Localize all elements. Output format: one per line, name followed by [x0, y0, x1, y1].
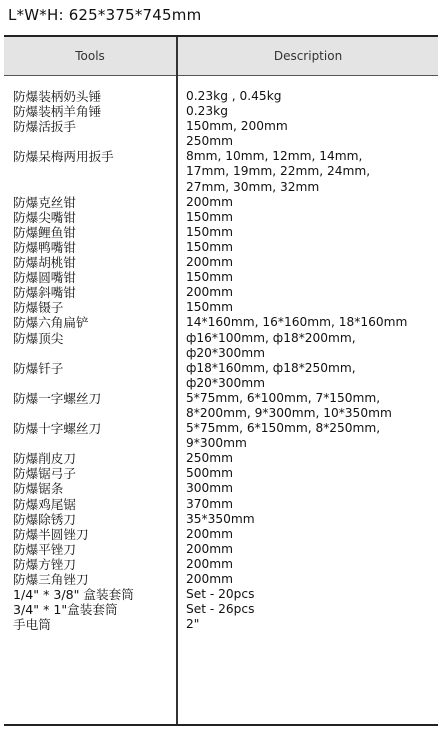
tool-name: 防爆镊子: [13, 300, 64, 316]
table-row: [4, 512, 438, 527]
tool-description: [176, 225, 233, 240]
tools-table: [4, 35, 438, 726]
tool-name: 防爆十字螺丝刀: [13, 421, 102, 437]
header-tools: Tools: [75, 49, 105, 63]
table-row: [4, 587, 438, 602]
tool-name: 防爆三角锉刀: [13, 572, 89, 587]
description-line: 150mm: [186, 239, 234, 254]
description-line: 27mm, 30mm, 32mm: [186, 179, 320, 194]
tool-name: 防爆锯弓子: [13, 466, 76, 482]
table-row: [4, 315, 438, 330]
table-row: [4, 225, 438, 240]
tool-name: 防爆装柄奶头锤: [13, 89, 102, 104]
tool-description: [176, 497, 233, 512]
table-row: [4, 557, 438, 572]
tool-name: 防爆克丝钳: [13, 194, 76, 210]
tool-name: 防爆半圆锉刀: [13, 526, 89, 542]
tool-description: [176, 557, 233, 572]
description-line: 370mm: [186, 496, 234, 511]
table-row: [4, 361, 438, 391]
tool-description: [176, 542, 233, 557]
table-row: [4, 149, 438, 194]
tool-description: [176, 210, 233, 225]
dimensions-label: L*W*H: 625*375*745mm: [8, 6, 202, 24]
description-line: 150mm: [186, 224, 234, 239]
tool-description: [176, 104, 228, 119]
table-row: [4, 542, 438, 557]
tool-name: 防爆顶尖: [13, 330, 64, 346]
tool-description: [176, 195, 233, 210]
table-row: [4, 270, 438, 285]
description-line: 150mm: [186, 300, 234, 315]
description-line: 5*75mm, 6*100mm, 7*150mm,: [186, 390, 381, 405]
table-row: [4, 285, 438, 300]
tool-description: [176, 361, 356, 391]
tool-name: 防爆鲤鱼钳: [13, 224, 76, 240]
tool-description: [176, 481, 233, 496]
tool-description: [176, 617, 199, 632]
description-line: Set - 20pcs: [186, 587, 255, 602]
tool-description: [176, 391, 392, 421]
table-row: [4, 617, 438, 632]
description-line: 200mm: [186, 255, 234, 270]
tool-name: 防爆鸡尾锯: [13, 496, 76, 512]
description-line: 300mm: [186, 481, 234, 496]
table-row: [4, 481, 438, 496]
description-line: ф18*160mm, ф18*250mm,: [186, 360, 356, 375]
description-line: 0.23kg: [186, 104, 228, 119]
description-line: 200mm: [186, 556, 234, 571]
description-line: ф20*300mm: [186, 375, 266, 390]
tool-name: 防爆六角扁铲: [13, 315, 89, 331]
description-line: 17mm, 19mm, 22mm, 24mm,: [186, 164, 371, 179]
description-line: ф16*100mm, ф18*200mm,: [186, 330, 356, 345]
description-line: 250mm: [186, 451, 234, 466]
tool-name: 防爆一字螺丝刀: [13, 390, 102, 406]
table-row: [4, 572, 438, 587]
tool-description: [176, 451, 233, 466]
tool-description: [176, 421, 380, 451]
tool-description: [176, 466, 233, 481]
description-line: 200mm: [186, 541, 234, 556]
tool-name: 防爆方锉刀: [13, 556, 76, 572]
description-line: 500mm: [186, 466, 234, 481]
tool-description: [176, 255, 233, 270]
table-row: [4, 300, 438, 315]
tool-description: [176, 315, 407, 330]
tool-description: [176, 572, 233, 587]
tool-description: [176, 587, 254, 602]
tool-name: 防爆圆嘴钳: [13, 270, 76, 286]
tool-description: [176, 602, 254, 617]
description-line: 35*350mm: [186, 511, 255, 526]
tool-name: 3/4" * 1"盒装套筒: [13, 602, 118, 618]
tool-name: 防爆斜嘴钳: [13, 285, 76, 301]
tool-name: 防爆除锈刀: [13, 511, 76, 527]
tool-name: 1/4" * 3/8" 盒装套筒: [13, 587, 134, 603]
description-line: 200mm: [186, 194, 234, 209]
tool-name: 防爆装柄羊角锤: [13, 104, 102, 120]
tool-name: 防爆平锉刀: [13, 541, 76, 557]
table-row: [4, 210, 438, 225]
description-line: ф20*300mm: [186, 345, 266, 360]
table-row: [4, 119, 438, 149]
table-row: [4, 391, 438, 421]
tool-description: [176, 149, 370, 194]
description-line: 200mm: [186, 572, 234, 586]
table-row: [4, 602, 438, 617]
description-line: 0.23kg , 0.45kg: [186, 89, 282, 103]
tool-description: [176, 89, 281, 104]
tool-name: 防爆鸭嘴钳: [13, 239, 76, 255]
tool-description: [176, 331, 356, 361]
description-line: 200mm: [186, 285, 234, 300]
description-line: 8mm, 10mm, 12mm, 14mm,: [186, 149, 363, 164]
tool-name: 防爆胡桃钳: [13, 255, 76, 271]
table-bottom-rule: [4, 724, 438, 726]
table-row: [4, 104, 438, 119]
table-row: [4, 195, 438, 210]
tool-description: [176, 119, 288, 149]
tool-name: 防爆钎子: [13, 360, 64, 376]
description-line: 150mm, 200mm: [186, 119, 288, 134]
table-row: [4, 255, 438, 270]
description-line: 250mm: [186, 134, 234, 149]
description-line: 5*75mm, 6*150mm, 8*250mm,: [186, 421, 381, 436]
tool-description: [176, 300, 233, 315]
header-description: Description: [273, 49, 343, 63]
tool-name: 防爆尖嘴钳: [13, 209, 76, 225]
description-line: 8*200mm, 9*300mm, 10*350mm: [186, 405, 392, 420]
table-row: [4, 466, 438, 481]
tool-name: 手电筒: [13, 617, 51, 633]
table-header: [4, 37, 438, 76]
table-row: [4, 331, 438, 361]
tool-description: [176, 527, 233, 542]
description-line: 150mm: [186, 209, 234, 224]
description-line: 2": [186, 617, 200, 632]
table-body: [4, 89, 438, 632]
description-line: 9*300mm: [186, 436, 247, 451]
description-line: 14*160mm, 16*160mm, 18*160mm: [186, 315, 408, 330]
description-line: Set - 26pcs: [186, 602, 255, 617]
table-row: [4, 240, 438, 255]
table-row: [4, 421, 438, 451]
tool-name: 防爆锯条: [13, 481, 64, 497]
tool-description: [176, 285, 233, 300]
table-row: [4, 527, 438, 542]
table-row: [4, 89, 438, 104]
description-line: 150mm: [186, 270, 234, 285]
description-line: 200mm: [186, 526, 234, 541]
tool-name: 防爆削皮刀: [13, 451, 76, 467]
table-row: [4, 497, 438, 512]
tool-description: [176, 270, 233, 285]
tool-description: [176, 240, 233, 255]
table-row: [4, 451, 438, 466]
tool-description: [176, 512, 255, 527]
tool-name: 防爆呆梅两用扳手: [13, 149, 114, 165]
tool-name: 防爆活扳手: [13, 119, 76, 135]
